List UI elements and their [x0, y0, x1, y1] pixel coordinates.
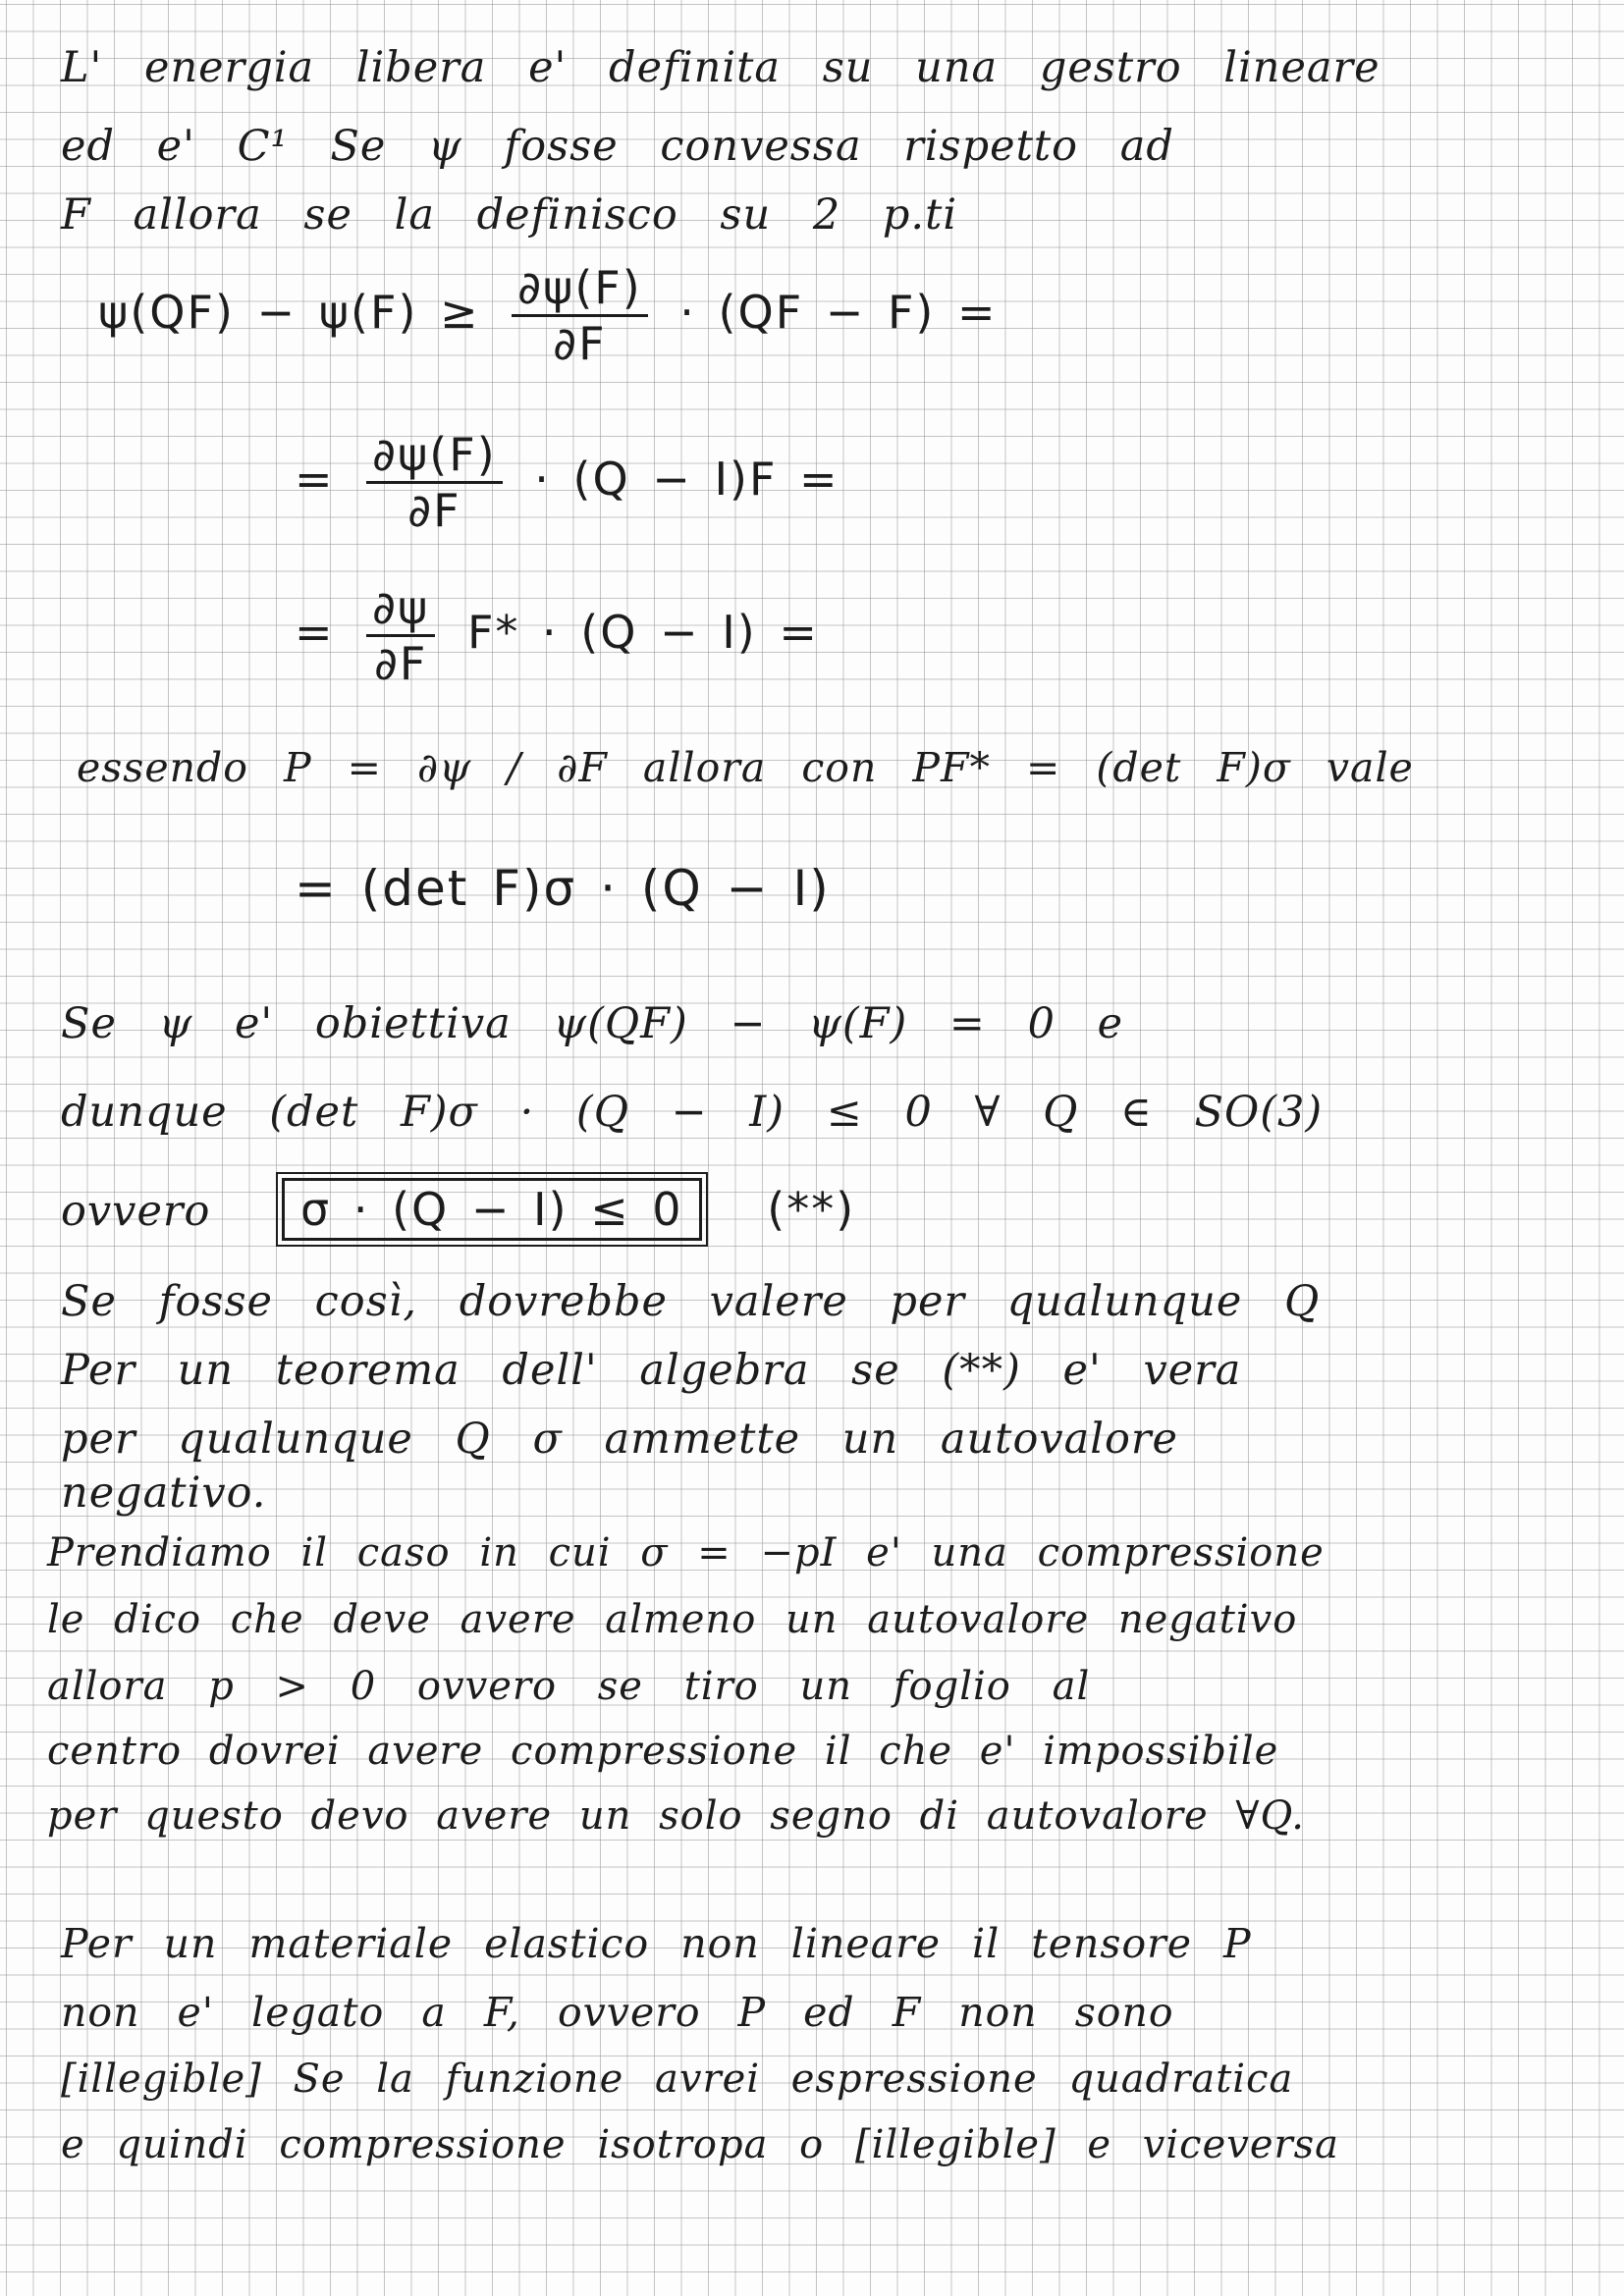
- note-line-15: centro dovrei avere compressione il che e' impossibile: [47, 1729, 1279, 1774]
- note-line-7-word: ovvero: [61, 1187, 211, 1236]
- note-line-14: allora p > 0 ovvero se tiro un foglio al: [47, 1664, 1091, 1709]
- note-line-12: Prendiamo il caso in cui σ = −pI e' una compressione: [47, 1530, 1325, 1575]
- note-line-2: ed e' C¹ Se ψ fosse convessa rispetto ad: [61, 122, 1174, 171]
- note-line-19: [illegible] Se la funzione avrei espressione quadratica: [61, 2056, 1294, 2102]
- equation-3: [295, 581, 819, 690]
- note-line-6: dunque (det F)σ · (Q − I) ≤ 0 ∀ Q ∈ SO(3): [61, 1088, 1324, 1137]
- equation-1-lhs: ψ(QF) − ψ(F) ≥: [98, 286, 480, 339]
- equation-2-numerator: ∂ψ(F): [366, 432, 502, 484]
- boxed-inequality: σ · (Q − I) ≤ 0: [282, 1178, 702, 1241]
- note-line-8: Se fosse così, dovrebbe valere per qualunque Q: [61, 1277, 1321, 1326]
- note-line-1: L' energia libera e' definita su una gestro lineare: [61, 43, 1380, 92]
- note-line-16: per questo devo avere un solo segno di autovalore ∀Q.: [47, 1793, 1306, 1839]
- equation-3-lhs: =: [295, 606, 335, 659]
- note-line-5: Se ψ e' obiettiva ψ(QF) − ψ(F) = 0 e: [61, 999, 1124, 1048]
- equation-3-fraction: [366, 581, 435, 690]
- equation-2-rhs: · (Q − I)F =: [534, 453, 839, 506]
- note-line-18: non e' legato a F, ovvero P ed F non sono: [61, 1989, 1174, 2036]
- equation-3-denominator: ∂F: [374, 637, 428, 690]
- equation-1-denominator: ∂F: [553, 317, 607, 370]
- equation-1-numerator: ∂ψ(F): [512, 265, 647, 317]
- equation-2-denominator: ∂F: [407, 484, 461, 537]
- equation-3-numerator: ∂ψ: [366, 585, 435, 637]
- note-line-11: negativo.: [61, 1468, 267, 1518]
- note-line-4: essendo P = ∂ψ / ∂F allora con PF* = (det F)σ vale: [77, 744, 1414, 791]
- note-line-17: Per un materiale elastico non lineare il tensore P: [61, 1920, 1252, 1967]
- equation-1-rhs: · (QF − F) =: [679, 286, 998, 339]
- note-line-3: F allora se la definisco su 2 p.ti: [61, 190, 958, 240]
- equation-2-fraction: [366, 428, 502, 537]
- equation-tag: (**): [767, 1183, 856, 1236]
- note-line-20: e quindi compressione isotropa o [illegible] e viceversa: [61, 2122, 1340, 2167]
- equation-2: [295, 428, 839, 537]
- equation-3-rhs: F* · (Q − I) =: [466, 606, 819, 659]
- equation-2-lhs: =: [295, 453, 335, 506]
- note-line-9: Per un teorema dell' algebra se (**) e' vera: [61, 1346, 1242, 1395]
- equation-1: [98, 261, 998, 370]
- equation-1-fraction: [512, 261, 647, 370]
- equation-4: = (det F)σ · (Q − I): [295, 860, 831, 917]
- note-line-10: per qualunque Q σ ammette un autovalore: [61, 1415, 1178, 1464]
- note-line-13: le dico che deve avere almeno un autovalore negativo: [47, 1597, 1298, 1642]
- note-line-7: [61, 1178, 855, 1241]
